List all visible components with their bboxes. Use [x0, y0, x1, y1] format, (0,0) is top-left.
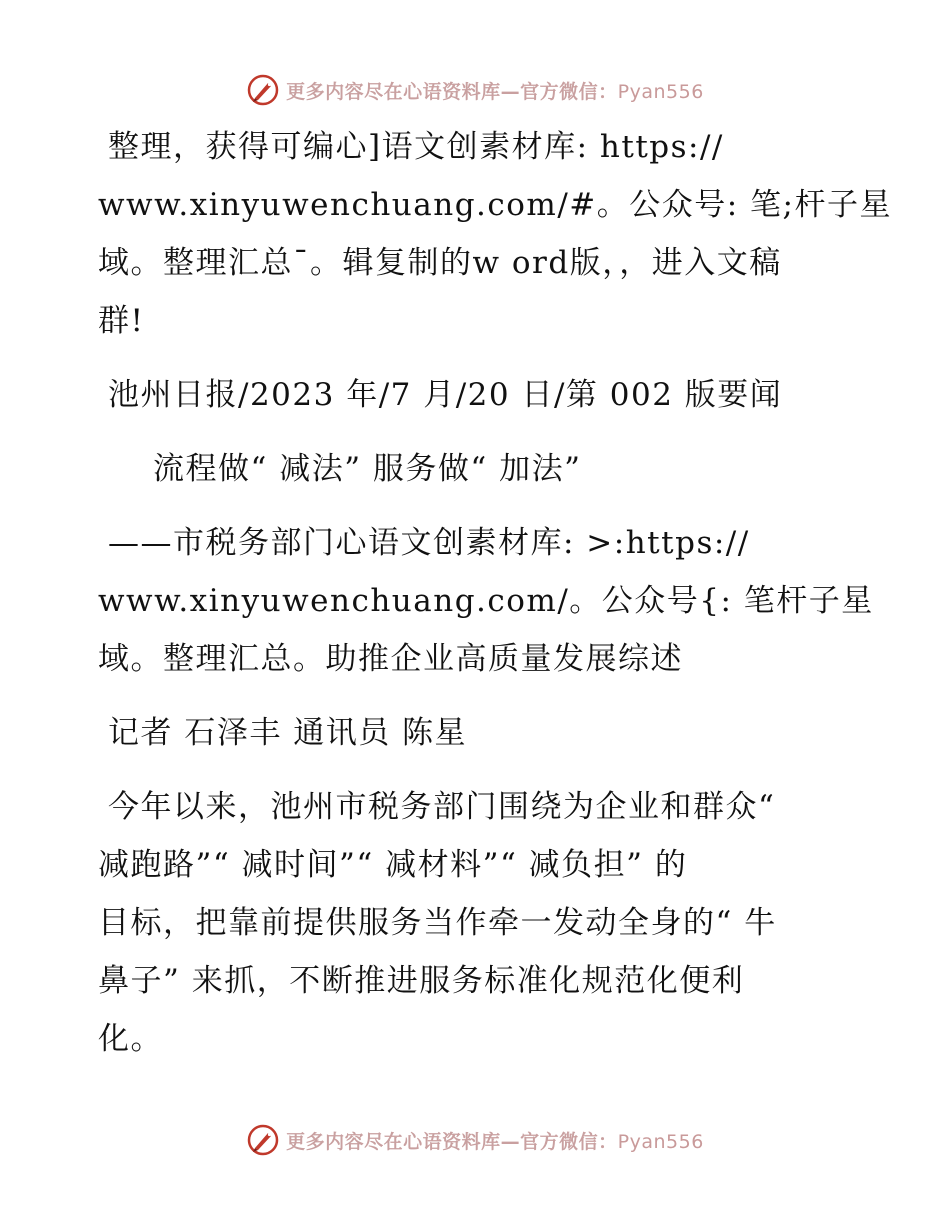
footer-banner-label: 更多内容尽在心语资料库—官方微信： — [286, 1130, 618, 1153]
intro-line-3: 域。整理汇总¯。辑复制的w ord版，，进入文稿 — [98, 245, 782, 281]
subheadline — [98, 514, 874, 688]
footer-banner-text — [286, 1127, 704, 1154]
headline: 流程做“ 减法” 服务做“ 加法” — [153, 451, 582, 487]
footer-banner-wechat: Pyan556 — [617, 1130, 704, 1153]
source-line: 池州日报/2023 年/7 月/20 日/第 002 版要闻 — [108, 377, 783, 413]
footer-banner-inner — [246, 1123, 704, 1157]
intro-line-2: www.xinyuwenchuang.com/#。公众号: 笔;杆子星 — [98, 187, 892, 223]
byline: 记者 石泽丰 通讯员 陈星 — [108, 715, 468, 751]
header-banner-label: 更多内容尽在心语资料库—官方微信： — [286, 80, 618, 103]
body-line-2: 减跑路”“ 减时间”“ 减材料”“ 减负担” 的 — [98, 847, 688, 883]
intro-line-1: 整理，获得可编心]语文创素材库: https:// — [108, 129, 724, 165]
body-line-5: 化。 — [98, 1021, 163, 1057]
header-banner-wechat: Pyan556 — [617, 80, 704, 103]
intro-line-4: 群! — [98, 303, 145, 339]
body-line-3: 目标，把靠前提供服务当作牵一发动全身的“ 牛 — [98, 905, 777, 941]
body-paragraph — [98, 778, 858, 1068]
body-line-4: 鼻子” 来抓，不断推进服务标准化规范化便利 — [98, 963, 745, 999]
footer-banner — [0, 1120, 950, 1160]
header-banner-text — [286, 77, 704, 104]
pen-logo-icon — [246, 73, 280, 107]
document-content — [98, 118, 892, 1068]
pen-logo-icon — [246, 1123, 280, 1157]
intro-paragraph — [98, 118, 892, 350]
subheadline-line-3: 域。整理汇总。助推企业高质量发展综述 — [98, 641, 683, 677]
body-line-1: 今年以来，池州市税务部门围绕为企业和群众“ — [108, 789, 776, 825]
subheadline-line-2: www.xinyuwenchuang.com/。公众号{: 笔杆子星 — [98, 583, 874, 619]
header-banner-inner — [246, 73, 704, 107]
header-banner — [0, 70, 950, 110]
subheadline-line-1: ——市税务部门心语文创素材库: >:https:// — [108, 525, 750, 561]
